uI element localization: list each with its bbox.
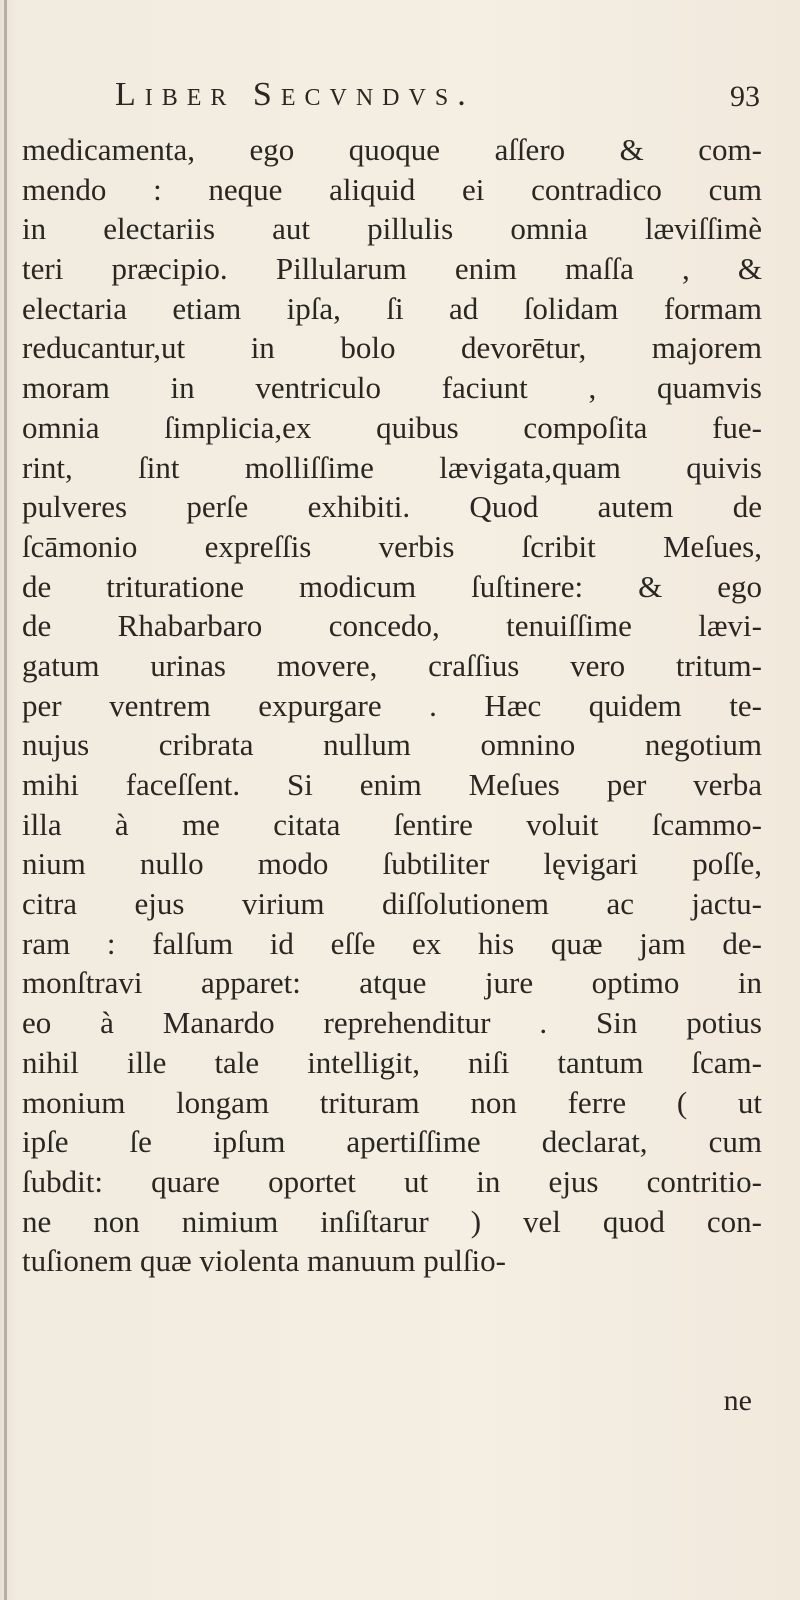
- text-line: electaria etiam ipſa, ſi ad ſolidam formam: [22, 290, 762, 326]
- text-line: ſcāmonio expreſſis verbis ſcribit Meſues,: [22, 528, 762, 564]
- text-line: omnia ſimplicia,ex quibus compoſita fue-: [22, 409, 762, 445]
- text-line: de Rhabarbaro concedo, tenuiſſime lævi-: [22, 608, 762, 644]
- text-line: moram in ventriculo faciunt , quamvis: [22, 370, 762, 406]
- text-line: in electariis aut pillulis omnia læviſſimè: [22, 211, 762, 247]
- text-line: de trituratione modicum ſuſtinere: & ego: [22, 568, 762, 604]
- text-line: ne non nimium inſiſtarur ) vel quod con-: [22, 1203, 762, 1239]
- text-line: pulveres perſe exhibiti. Quod autem de: [22, 489, 762, 525]
- text-line: eo à Manardo reprehenditur . Sin potius: [22, 1005, 762, 1041]
- text-line: reducantur,ut in bolo devorētur, majorem: [22, 330, 762, 366]
- text-line: tuſionem quæ violenta manuum pulſio-: [22, 1243, 506, 1279]
- running-head: Liber Secvndvs.: [115, 76, 475, 113]
- body-text: [22, 130, 762, 1281]
- text-line: nihil ille tale intelligit, niſi tantum ſcam-: [22, 1044, 762, 1080]
- text-line: medicamenta, ego quoque aſſero & com-: [22, 132, 762, 167]
- text-line: nujus cribrata nullum omnino negotium: [22, 727, 762, 763]
- text-line: ſubdit: quare oportet ut in ejus contritio-: [22, 1163, 762, 1199]
- text-line: rint, ſint molliſſime lævigata,quam quivis: [22, 449, 762, 485]
- page-header: [60, 76, 760, 126]
- text-line: illa à me citata ſentire voluit ſcammo-: [22, 806, 762, 842]
- text-line: gatum urinas movere, craſſius vero tritum-: [22, 647, 762, 683]
- text-line: citra ejus virium diſſolutionem ac jactu-: [22, 886, 762, 922]
- binding-edge: [4, 0, 7, 1600]
- text-line: nium nullo modo ſubtiliter lęvigari poſſe,: [22, 846, 762, 882]
- text-line: monſtravi apparet: atque jure optimo in: [22, 965, 762, 1001]
- text-line: mihi faceſſent. Si enim Meſues per verba: [22, 767, 762, 802]
- page-number: 93: [730, 80, 760, 113]
- text-line: ram : falſum id eſſe ex his quæ jam de-: [22, 925, 762, 961]
- text-line: teri præcipio. Pillularum enim maſſa , &: [22, 251, 762, 287]
- text-line: per ventrem expurgare . Hæc quidem te-: [22, 687, 762, 723]
- text-line: monium longam trituram non ferre ( ut: [22, 1084, 762, 1120]
- text-line: mendo : neque aliquid ei contradico cum: [22, 171, 762, 207]
- catchword: ne: [723, 1384, 752, 1417]
- text-line: ipſe ſe ipſum apertiſſime declarat, cum: [22, 1124, 762, 1160]
